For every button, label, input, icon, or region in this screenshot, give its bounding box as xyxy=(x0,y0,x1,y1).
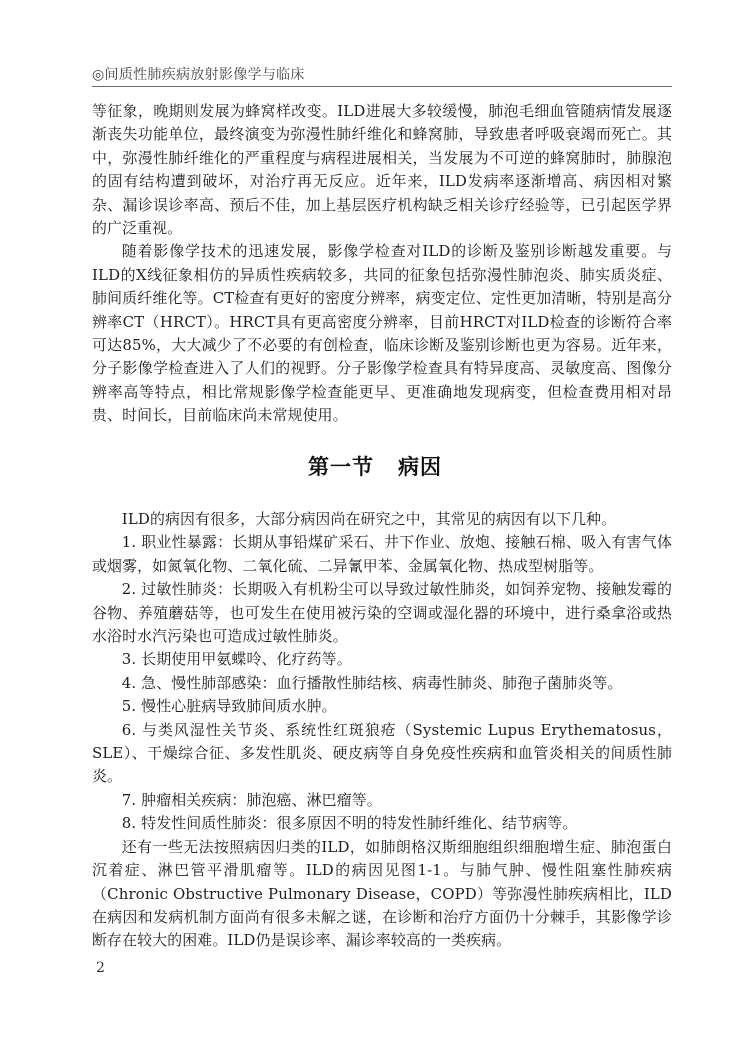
running-header: ◎间质性肺疾病放射影像学与临床 xyxy=(92,67,305,83)
causes-intro: ILD的病因有很多，大部分病因尚在研究之中，其常见的病因有以下几种。 xyxy=(121,510,617,528)
cause-item-1: 1. 职业性暴露：长期从事铅煤矿采石、井下作业、放炮、接触石棉、吸入有害气体或烟雾，如氮氧化物、二氧化硫、二异氰甲苯、金属氧化物、热成型树脂等。 xyxy=(92,533,672,575)
cause-item-4: 4. 急、慢性肺部感染：血行播散性肺结核、病毒性肺炎、肺孢子菌肺炎等。 xyxy=(121,673,623,692)
intro-paragraph: 随着影像学技术的迅速发展，影像学检查对ILD的诊断及鉴别诊断越发重要。与ILD的X线征象相仿的异质性疾病较多，共同的征象包括弥漫性肺泡炎、肺实质炎症、肺间质纤维化等。CT检查有更好的密度分辨率，病变定位、定性更加清晰，特别是高分辨率CT（HRCT）。HRCT具有更高密度分辨率，目前HRCT对ILD检查的诊断符合率可达85%，大大减少了不必要的有创检查，临床诊断及鉴别诊断也更为容易。近年来，分子影像学检查进入了人们的视野。分子影像学检查具有特异度高、灵敏度高、图像分辨率高等特点，相比常规影像学检查能更早、更准确地发现病变，但检查费用相对昂贵、时间长，目前临床尚未常规使用。 xyxy=(92,242,672,425)
cause-item-8: 8. 特发性间质性肺炎：很多原因不明的特发性肺纤维化、结节病等。 xyxy=(121,814,578,833)
causes-closing-paragraph: 还有一些无法按照病因归类的ILD，如肺朗格汉斯细胞组织细胞增生症、肺泡蛋白沉着症、淋巴管平滑肌瘤等。ILD的病因见图1-1。与肺气肿、慢性阻塞性肺疾病（Chronic Obstructive Pulmonary Disease，COPD）等弥漫性肺疾病相比，ILD在病因和发病机制方面尚有很多未解之谜，在诊断和治疗方面仍十分棘手，其影像学诊断存在较大的困难。ILD仍是误诊率、漏诊率较高的一类疾病。 xyxy=(92,837,672,950)
cause-item-5: 5. 慢性心脏病导致肺间质水肿。 xyxy=(121,697,337,716)
section-heading xyxy=(0,451,750,481)
cause-item-3: 3. 长期使用甲氨蝶呤、化疗药等。 xyxy=(121,650,352,669)
intro-text-block xyxy=(92,100,672,428)
cause-item-6: 6. 与类风湿性关节炎、系统性红斑狼疮（Systemic Lupus Erythematosus，SLE）、干燥综合征、多发性肌炎、硬皮病等自身免疫性疾病和血管炎相关的间质性肺炎。 xyxy=(92,720,672,786)
causes-text-block xyxy=(92,508,672,953)
section-title: 病因 xyxy=(398,455,442,479)
intro-paragraph-continued: 等征象，晚期则发展为蜂窝样改变。ILD进展大多较缓慢，肺泡毛细血管随病情发展逐渐丧失功能单位，最终演变为弥漫性肺纤维化和蜂窝肺，导致患者呼吸衰竭而死亡。其中，弥漫性肺纤维化的严重程度与病程进展相关，当发展为不可逆的蜂窝肺时，肺腺泡的固有结构遭到破坏，对治疗再无反应。近年来，ILD发病率逐渐增高、病因相对繁杂、漏诊误诊率高、预后不佳，加上基层医疗机构缺乏相关诊疗经验等，已引起医学界的广泛重视。 xyxy=(92,102,672,238)
cause-item-7: 7. 肿瘤相关疾病：肺泡癌、淋巴瘤等。 xyxy=(121,790,382,809)
cause-item-2: 2. 过敏性肺炎：长期吸入有机粉尘可以导致过敏性肺炎，如饲养宠物、接触发霉的谷物、养殖蘑菇等，也可发生在使用被污染的空调或湿化器的环境中，进行桑拿浴或热水浴时水汽污染也可造成过敏性肺炎。 xyxy=(92,580,672,646)
page-number: 2 xyxy=(96,960,105,976)
section-number: 第一节 xyxy=(308,455,374,479)
header-rule xyxy=(92,86,672,87)
